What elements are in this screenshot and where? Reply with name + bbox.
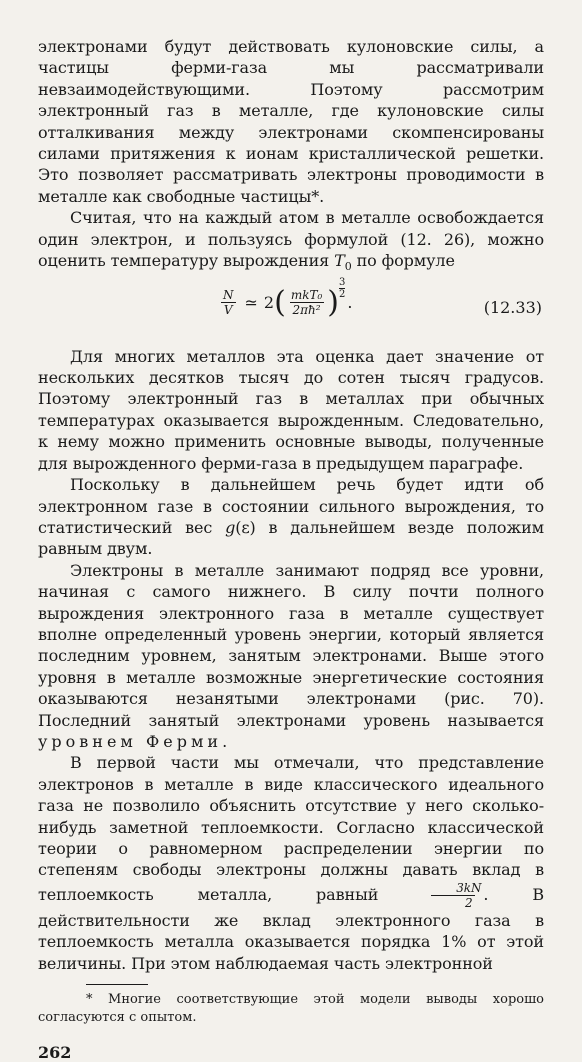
var-g-argument: (ε) <box>235 517 256 537</box>
equation-number: (12.33) <box>483 297 542 317</box>
paragraph-4-tail: в дальнейшем везде положим равным двум. <box>38 517 544 559</box>
frac-denominator: V <box>221 302 236 317</box>
right-paren: ) <box>327 284 339 320</box>
paragraph-6-tail: . В действительности же вклад электронного газа в теплоемкость металла оказывается порядка 1% от этой величины. При этом наблюдаемая часть электронной <box>38 884 544 973</box>
paragraph-6-text: В первой части мы отмечали, что представление электронов в металле в виде классического идеального газа не позволило объяснить отсутствие у него сколько-нибудь заметной теплоемкости. Согласно классической теории о равномерном распределении энергии по степеням свободы электроны должны давать вклад в теплоемкость металла, равный <box>38 753 544 904</box>
page-number: 262 <box>38 1043 72 1062</box>
inner-denominator: 2πħ² <box>290 302 324 317</box>
formula-period: . <box>347 293 353 313</box>
frac-n-over-v <box>220 288 237 317</box>
exponent-numerator: 3 <box>339 277 346 289</box>
paragraph-2-text: Считая, что на каждый атом в металле освобождается один электрон, и пользуясь формулой (12. 26), можно оценить температуру вырождения <box>38 208 544 271</box>
footnote-divider <box>86 984 148 985</box>
paragraph-5-tail: . <box>222 731 228 751</box>
paragraph-3-text: Для многих металлов эта оценка дает значение от нескольких десятков тысяч до сотен тысяч градусов. Поэтому электронный газ в металлах при обычных температурах оказывается вырожденным. Следовательно, к нему можно применить основные выводы, полученные для вырожденного ферми-газа в предыдущем параграфе. <box>38 346 544 473</box>
approx-sign: ≃ <box>244 293 258 313</box>
left-paren: ( <box>274 284 286 320</box>
inline-frac-numerator: 3kN <box>456 880 482 895</box>
frac-numerator: N <box>223 288 234 303</box>
term-fermi-level: уровнем Ферми <box>38 731 223 751</box>
paragraph-1-text: электронами будут действовать кулоновские силы, а частицы ферми-газа мы рассматривали невзаимодействующими. Поэтому рассмотрим электронный газ в металле, где кулоновские силы отталкивания между электронами скомпенсированы силами притяжения к ионам кристаллической решетки. Это позволяет рассматривать электроны проводимости в металле как свободные частицы*. <box>38 37 544 206</box>
coefficient: 2 <box>263 293 275 313</box>
paragraph-5 <box>38 560 544 753</box>
paragraph-4 <box>38 474 544 560</box>
var-T-subscript: 0 <box>344 260 352 274</box>
inner-numerator: mkT₀ <box>290 288 323 303</box>
formula-12-33 <box>38 277 544 340</box>
var-g: g <box>225 517 236 537</box>
inline-frac-denominator: 2 <box>431 895 475 910</box>
footnote-text: * Многие соответствующие этой модели выводы хорошо согласуются с опытом. <box>38 992 544 1026</box>
paragraph-5-text: Электроны в металле занимают подряд все уровни, начиная с самого нижнего. В силу почти полного вырождения электронного газа в металле существует вполне определенный уровень энергии, который является последним уровнем, занятым электронами. Выше этого уровня в металле возможные энергетические состояния оказываются незанятыми электронами (рис. 70). Последний занятый электронами уровень называется <box>38 560 544 730</box>
var-T: T <box>334 251 345 271</box>
frac-3kn-over-2 <box>424 881 481 910</box>
frac-inner <box>288 288 325 317</box>
formula-body <box>218 277 353 320</box>
paragraph-2 <box>38 207 544 277</box>
exponent <box>339 277 345 300</box>
paragraph-2-tail: по формуле <box>351 251 455 271</box>
paragraph-4-text: Поскольку в дальнейшем речь будет идти об электронном газе в состоянии сильного вырождения, то статистический вес <box>38 475 544 537</box>
footnote <box>38 991 544 1027</box>
paragraph-6 <box>38 752 544 974</box>
paragraph-1 <box>38 36 544 207</box>
paragraph-3 <box>38 346 544 474</box>
exponent-denominator: 2 <box>339 289 346 301</box>
